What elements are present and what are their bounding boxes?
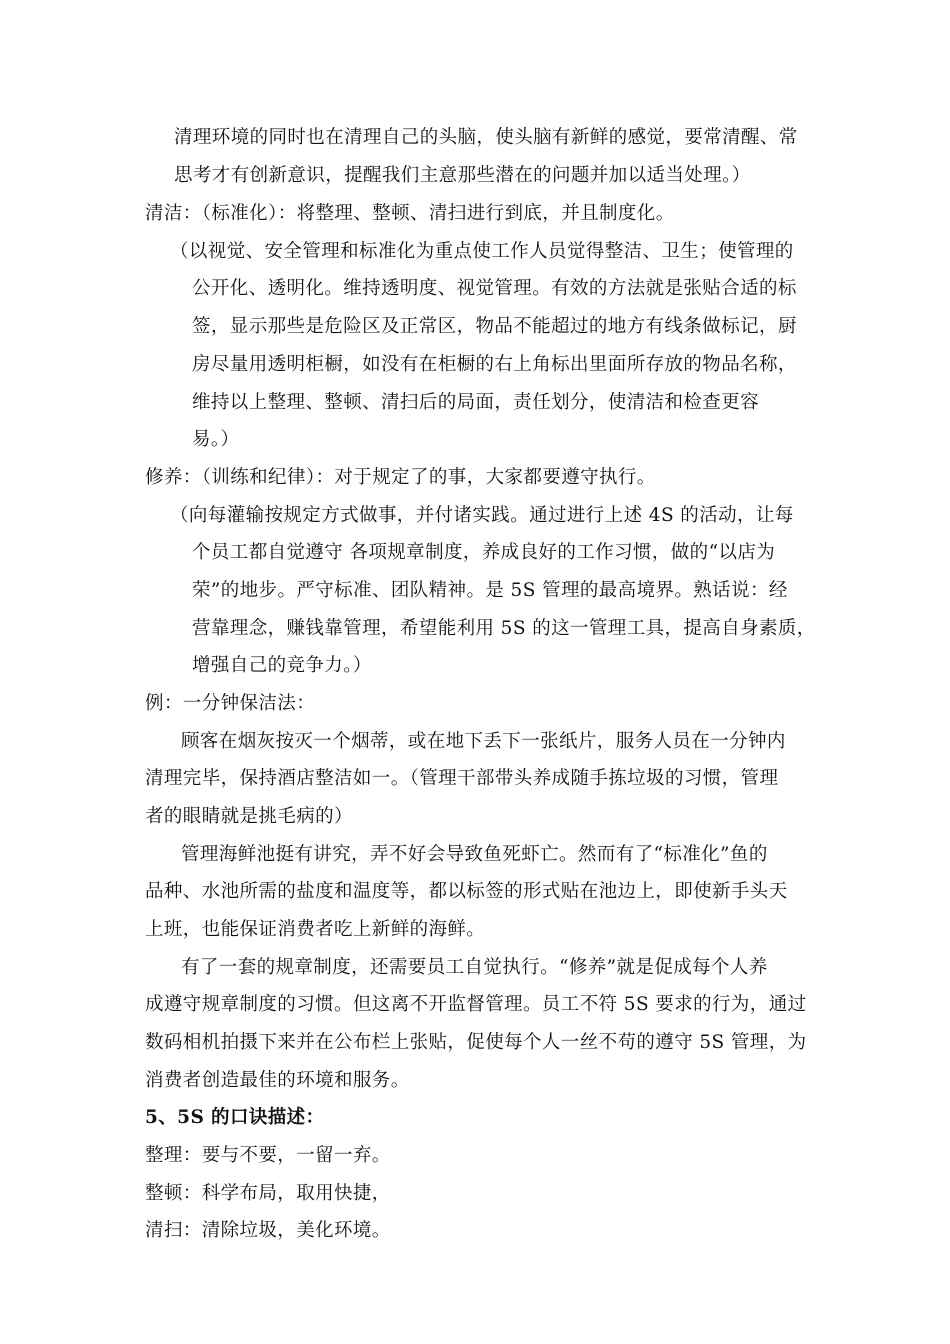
text-line: 成遵守规章制度的习惯。但这离不开监督管理。员工不符 5S 要求的行为，通过 bbox=[145, 994, 807, 1015]
text-line: 品种、水池所需的盐度和温度等，都以标签的形式贴在池边上，即使新手头天 bbox=[145, 881, 788, 902]
text-line: 思考才有创新意识，提醒我们主意那些潜在的问题并加以适当处理。） bbox=[174, 165, 751, 186]
text-line: 例：一分钟保洁法： bbox=[145, 693, 316, 714]
text-line: 清理完毕，保持酒店整洁如一。（管理干部带头养成随手拣垃圾的习惯，管理 bbox=[145, 768, 779, 789]
text-line: 消费者创造最佳的环境和服务。 bbox=[145, 1070, 410, 1091]
text-line: 管理海鲜池挺有讲究，弄不好会导致鱼死虾亡。然而有了“标准化”鱼的 bbox=[181, 844, 768, 865]
text-line: 清扫：清除垃圾，美化环境。 bbox=[145, 1220, 391, 1241]
text-line: 清洁：（标准化）：将整理、整顿、清扫进行到底，并且制度化。 bbox=[145, 203, 675, 224]
text-line: 数码相机拍摄下来并在公布栏上张贴，促使每个人一丝不苟的遵守 5S 管理，为 bbox=[145, 1032, 807, 1053]
text-line: 个员工都自觉遵守 各项规章制度，养成良好的工作习惯，做的“以店为 bbox=[192, 542, 776, 563]
text-line: 增强自己的竞争力。） bbox=[192, 655, 372, 676]
text-line: （以视觉、安全管理和标准化为重点使工作人员觉得整洁、卫生；使管理的 bbox=[170, 241, 794, 262]
text-line: 者的眼睛就是挑毛病的） bbox=[145, 806, 353, 827]
text-line: 维持以上整理、整顿、清扫后的局面，责任划分，使清洁和检查更容 bbox=[192, 392, 760, 413]
text-line: 整理：要与不要，一留一弃。 bbox=[145, 1145, 391, 1166]
text-line: 上班，也能保证消费者吃上新鲜的海鲜。 bbox=[145, 919, 486, 940]
section-heading: 5、5S 的口诀描述： bbox=[145, 1107, 325, 1128]
text-line: 公开化、透明化。维持透明度、视觉管理。有效的方法就是张贴合适的标 bbox=[192, 278, 797, 299]
text-line: 整顿：科学布局，取用快捷， bbox=[145, 1183, 391, 1204]
text-line: 营靠理念，赚钱靠管理，希望能利用 5S 的这一管理工具，提高自身素质， bbox=[192, 618, 816, 639]
text-line: 房尽量用透明柜橱，如没有在柜橱的右上角标出里面所存放的物品名称， bbox=[192, 354, 797, 375]
text-line: 修养：（训练和纪律）：对于规定了的事，大家都要遵守执行。 bbox=[145, 467, 656, 488]
text-line: 荣”的地步。严守标准、团队精神。是 5S 管理的最高境界。熟话说：经 bbox=[192, 580, 788, 601]
text-line: 易。） bbox=[192, 429, 240, 450]
text-line: （向每灌输按规定方式做事，并付诸实践。通过进行上述 4S 的活动，让每 bbox=[170, 505, 794, 526]
text-line: 签，显示那些是危险区及正常区，物品不能超过的地方有线条做标记，厨 bbox=[192, 316, 797, 337]
text-line: 顾客在烟灰按灭一个烟蒂，或在地下丢下一张纸片，服务人员在一分钟内 bbox=[181, 731, 786, 752]
text-line: 清理环境的同时也在清理自己的头脑，使头脑有新鲜的感觉，要常清醒、常 bbox=[174, 127, 798, 148]
text-line: 有了一套的规章制度，还需要员工自觉执行。“修养”就是促成每个人养 bbox=[181, 957, 768, 978]
